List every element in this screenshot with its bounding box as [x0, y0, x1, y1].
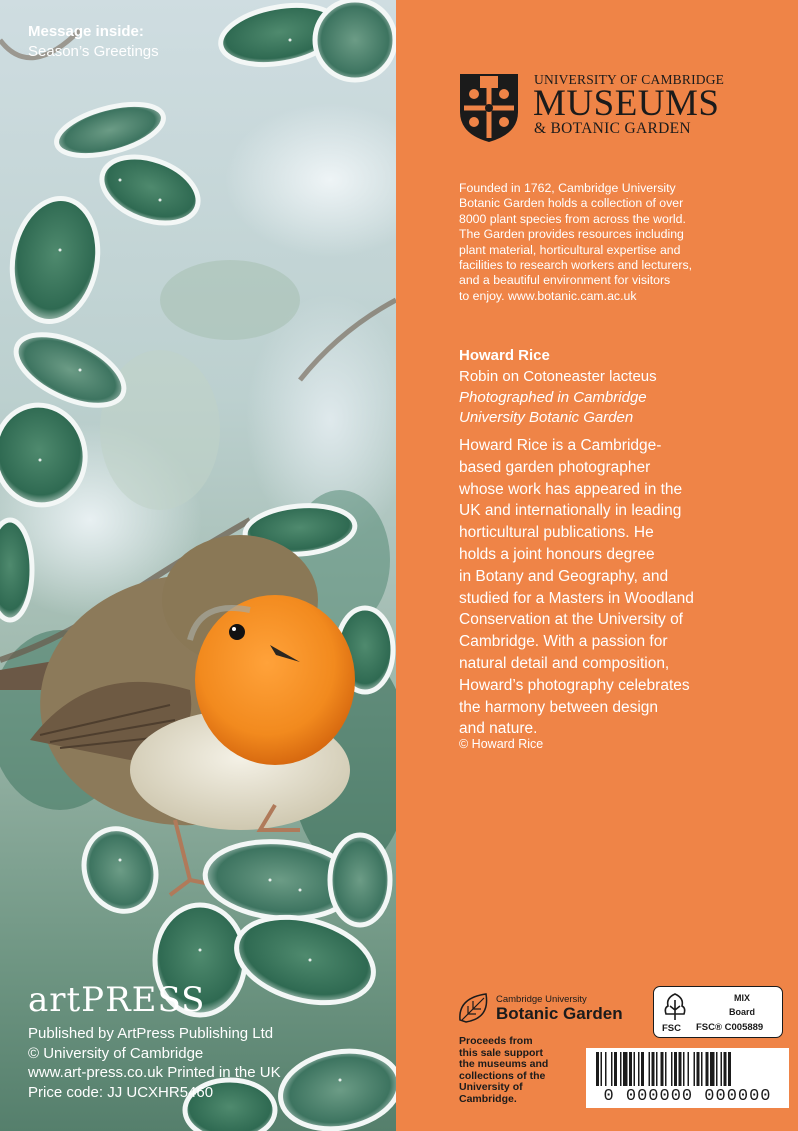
photographer-bio — [459, 435, 694, 740]
fsc-tree-icon — [662, 992, 688, 1022]
barcode-bar — [671, 1052, 673, 1086]
proceeds-line: University of — [459, 1081, 523, 1093]
barcode-bar — [620, 1052, 622, 1086]
info-panel — [396, 0, 798, 1131]
barcode-bar — [701, 1052, 703, 1086]
bio-line: Conservation at the University of — [459, 611, 683, 629]
fsc-badge — [653, 986, 783, 1038]
barcode-bars — [596, 1052, 779, 1086]
botanic-logo-line2: Botanic Garden — [496, 1004, 623, 1023]
publisher-line: Published by ArtPress Publishing Ltd — [28, 1025, 274, 1042]
botanic-garden-logo — [456, 990, 636, 1030]
barcode-bar — [674, 1052, 677, 1086]
barcode-bar — [710, 1052, 715, 1086]
barcode-bar — [679, 1052, 682, 1086]
photo-subtitle — [459, 388, 647, 428]
bio-line: UK and internationally in leading — [459, 502, 682, 520]
publisher-line: © University of Cambridge — [28, 1044, 204, 1062]
proceeds-line: collections of the — [459, 1069, 546, 1082]
barcode-bar — [665, 1052, 667, 1086]
barcode-bar — [661, 1052, 664, 1086]
bio-line: natural detail and composition, — [459, 654, 670, 672]
museums-logo-line3: & BOTANIC GARDEN — [534, 120, 691, 137]
proceeds-line: Cambridge. — [459, 1092, 517, 1105]
barcode-bar — [596, 1052, 599, 1086]
botanic-logo-line1: Cambridge University — [496, 994, 587, 1005]
bio-line: Howard’s photography celebrates — [459, 676, 690, 694]
about-line: Founded in 1762, Cambridge University — [459, 181, 676, 195]
about-line: The Garden provides resources including — [459, 227, 684, 242]
fsc-mix: MIX — [733, 993, 750, 1003]
publisher-line: Price code: JJ UCXHR5460 — [28, 1083, 214, 1101]
barcode-bar — [728, 1052, 731, 1086]
barcode-bar — [601, 1052, 603, 1086]
bio-line: Cambridge. With a passion for — [459, 633, 668, 651]
barcode-bar — [697, 1052, 700, 1086]
barcode-bar — [611, 1052, 613, 1086]
about-line: plant material, horticultural expertise and — [459, 242, 681, 257]
barcode-bar — [721, 1052, 723, 1086]
bio-line: and nature. — [459, 720, 538, 738]
bio-line: studied for a Masters in Woodland — [459, 589, 694, 607]
proceeds-line: this sale support — [459, 1046, 544, 1059]
barcode-bar — [629, 1052, 632, 1086]
university-crest-icon — [458, 72, 520, 144]
barcode — [586, 1048, 789, 1108]
museums-logo-line1: UNIVERSITY OF CAMBRIDGE — [534, 72, 725, 87]
barcode-bar — [656, 1052, 658, 1086]
barcode-bar — [694, 1052, 696, 1086]
fsc-board: Board — [728, 1007, 755, 1017]
proceeds-line: Proceeds from — [459, 1035, 533, 1047]
photo-subtitle-line: Photographed in Cambridge — [459, 389, 647, 406]
photo-copyright: © Howard Rice — [459, 737, 544, 751]
barcode-bar — [716, 1052, 718, 1086]
barcode-bar — [634, 1052, 636, 1086]
photo-title: Robin on Cotoneaster lacteus — [459, 368, 657, 385]
artpress-logo: artPRESS — [28, 980, 206, 1020]
barcode-bar — [641, 1052, 644, 1086]
message-text: Season’s Greetings — [28, 43, 159, 60]
barcode-bar — [614, 1052, 617, 1086]
barcode-bar — [724, 1052, 727, 1086]
leaf-icon — [456, 990, 492, 1026]
robin-photo — [0, 0, 396, 1131]
bio-line: Howard Rice is a Cambridge- — [459, 437, 662, 454]
message-label: Message inside: — [28, 23, 144, 40]
proceeds-line: the museums and — [459, 1058, 549, 1070]
publisher-info — [28, 1024, 281, 1102]
barcode-bar — [638, 1052, 640, 1086]
bio-line: holds a joint honours degree — [459, 545, 655, 563]
barcode-number: 0 000000 000000 — [603, 1087, 772, 1106]
barcode-bar — [605, 1052, 607, 1086]
barcode-bar — [683, 1052, 685, 1086]
barcode-bar — [649, 1052, 651, 1086]
bio-line: horticultural publications. He — [459, 524, 654, 542]
about-paragraph — [459, 181, 759, 304]
about-line: to enjoy. www.botanic.cam.ac.uk — [459, 288, 637, 303]
proceeds-note — [459, 1036, 548, 1105]
bio-line: in Botany and Geography, and — [459, 567, 669, 585]
barcode-bar — [706, 1052, 709, 1086]
fsc-code: FSC® C005889 — [696, 1022, 764, 1033]
about-line: 8000 plant species from across the world. — [459, 211, 686, 226]
barcode-bar — [688, 1052, 690, 1086]
fsc-word: FSC — [662, 1023, 681, 1034]
about-line: and a beautiful environment for visitors — [459, 273, 671, 288]
about-line: facilities to research workers and lecturers, — [459, 258, 693, 273]
barcode-bar — [652, 1052, 655, 1086]
barcode-bar — [623, 1052, 628, 1086]
robin-photo-art — [0, 0, 396, 1131]
publisher-line: www.art-press.co.uk Printed in the UK — [28, 1064, 281, 1081]
about-line: Botanic Garden holds a collection of over — [459, 196, 684, 211]
photo-subtitle-line: University Botanic Garden — [459, 409, 634, 426]
bio-line: based garden photographer — [459, 458, 651, 476]
museums-logo-line2: MUSEUMS — [533, 83, 720, 124]
bio-line: whose work has appeared in the — [459, 480, 683, 498]
bio-line: the harmony between design — [459, 698, 659, 716]
photographer-name: Howard Rice — [459, 347, 550, 364]
